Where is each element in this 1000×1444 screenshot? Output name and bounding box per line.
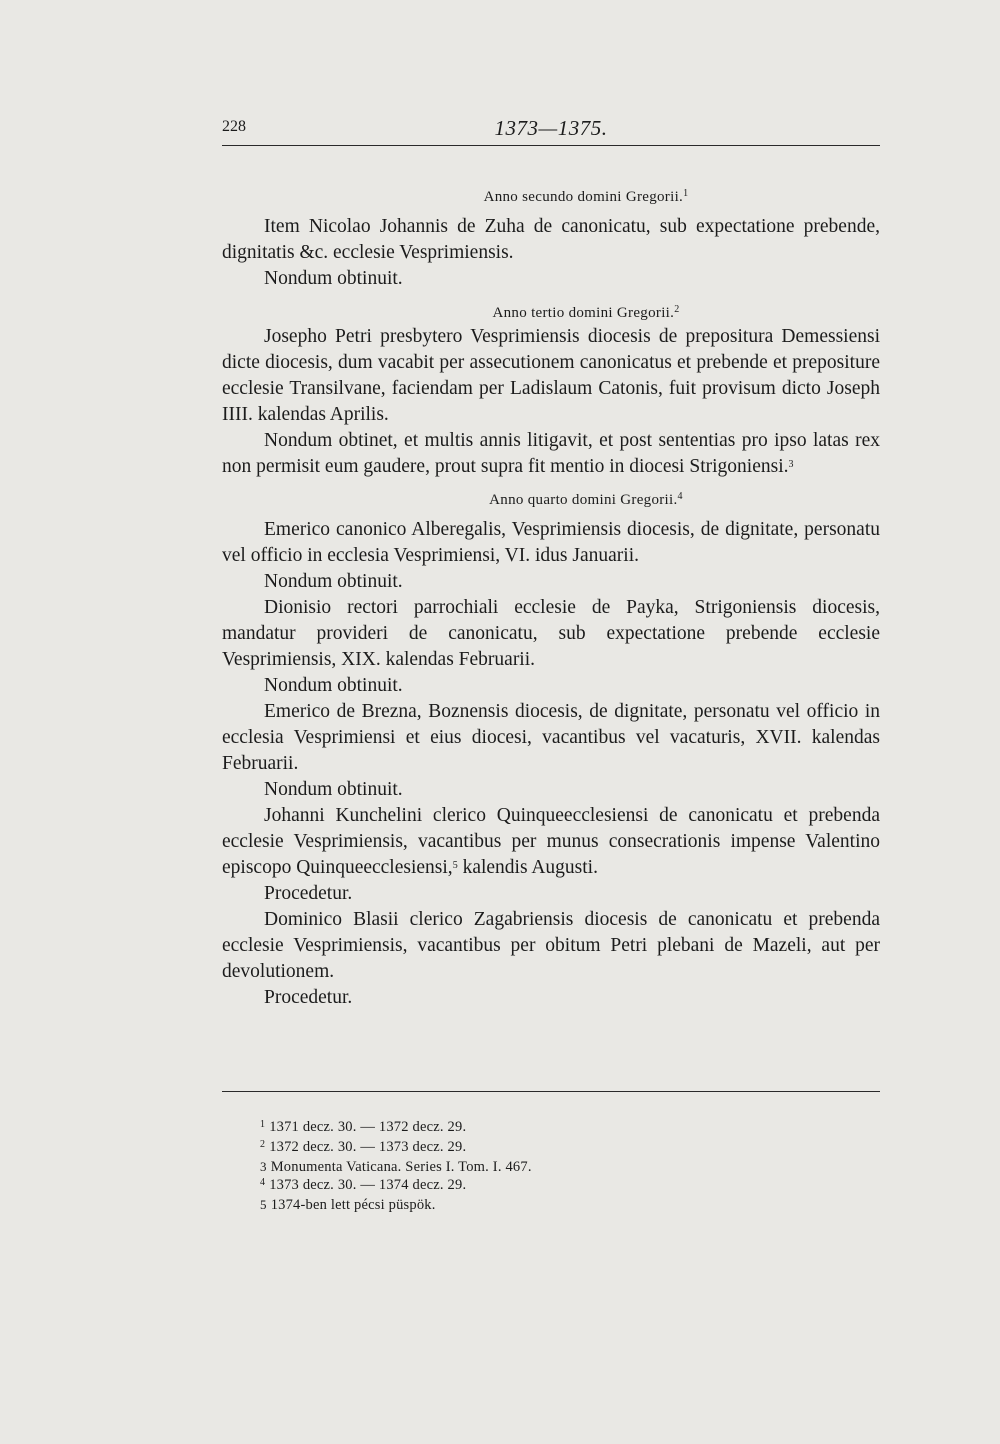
- footnote: $^2$ 1372 decz. 30. — 1373 decz. 29.: [260, 1139, 467, 1155]
- entry-paragraph: Josepho Petri presbytero Vesprimiensis diocesis de prepositura Demessiensi dicte diocesis, dum vacabit per assecutionem canonicatus et prebende et prepositure ecclesie Transilvane, faciendam per Ladislaum Catonis, fuit provisum dicto Joseph IIII. kalendas Aprilis.: [222, 326, 880, 425]
- entry-paragraph: Dominico Blasii clerico Zagabriensis diocesis de canonicatu et prebenda ecclesie Vesprimiensis, vacantibus per obitum Petri plebani de Mazeli, aut per devolutionem.: [222, 909, 880, 982]
- entry-paragraph: Nondum obtinet, et multis annis litigavit, et post sententias pro ipso latas rex non permisit eum gaudere, prout supra fit mentio in diocesi Strigoniensi.$^3$: [222, 430, 880, 477]
- footnote: 5 1374-ben lett pécsi püspök.: [260, 1197, 436, 1213]
- footnote-ref[interactable]: 2: [674, 304, 680, 315]
- header-rule: [222, 145, 880, 146]
- status-line: Nondum obtinuit.: [264, 571, 403, 592]
- page-number: 228: [222, 118, 246, 135]
- footnotes: [260, 1118, 860, 1214]
- status-line: Procedetur.: [264, 883, 353, 904]
- page-header: [222, 118, 880, 146]
- entry-paragraph: Emerico de Brezna, Boznensis diocesis, de dignitate, personatu vel officio in ecclesia Vesprimiensi et eius diocesi, vacantibus vel vacaturis, XVII. kalendas Februarii.: [222, 701, 880, 774]
- section-heading: Anno quarto domini Gregorii.$^4$: [489, 491, 683, 508]
- footnote: 3 Monumenta Vaticana. Series I. Tom. I. 467.: [260, 1159, 532, 1175]
- footnote-ref[interactable]: 3: [788, 459, 794, 470]
- footnote-rule: [222, 1091, 880, 1092]
- running-title: 1373—1375.: [494, 116, 608, 140]
- entry-paragraph: Item Nicolao Johannis de Zuha de canonicatu, sub expectatione prebende, dignitatis &c. ecclesie Vesprimiensis.: [222, 216, 880, 263]
- status-line: Nondum obtinuit.: [264, 779, 403, 800]
- entry-paragraph: Dionisio rectori parrochiali ecclesie de Payka, Strigoniensis diocesis, mandatur provideri de canonicatu, sub expectatione prebende ecclesie Vesprimiensis, XIX. kalendas Februarii.: [222, 597, 880, 670]
- footnote: $^1$ 1371 decz. 30. — 1372 decz. 29.: [260, 1119, 467, 1135]
- entry-paragraph: Johanni Kunchelini clerico Quinqueecclesiensi de canonicatu et prebenda ecclesie Vesprimiensis, vacantibus per munus consecrationis impense Valentino episcopo Quinqueecclesiensi,$^5$ kalendis Augusti.: [222, 805, 880, 878]
- footnote-ref[interactable]: 1: [683, 188, 689, 199]
- footnote: $^4$ 1373 decz. 30. — 1374 decz. 29.: [260, 1177, 467, 1193]
- entry-paragraph: Emerico canonico Alberegalis, Vesprimiensis diocesis, de dignitate, personatu vel officio in ecclesia Vesprimiensi, VI. idus Januarii.: [222, 519, 880, 566]
- section-heading: Anno tertio domini Gregorii.$^2$: [492, 304, 680, 321]
- main-text: [222, 186, 880, 1011]
- footnote-ref[interactable]: 4: [677, 491, 683, 502]
- section-heading: Anno secundo domini Gregorii.$^1$: [483, 188, 689, 205]
- status-line: Nondum obtinuit.: [264, 675, 403, 696]
- status-line: Procedetur.: [264, 987, 353, 1008]
- footnote-ref[interactable]: 5: [452, 860, 458, 871]
- status-line: Nondum obtinuit.: [264, 268, 403, 289]
